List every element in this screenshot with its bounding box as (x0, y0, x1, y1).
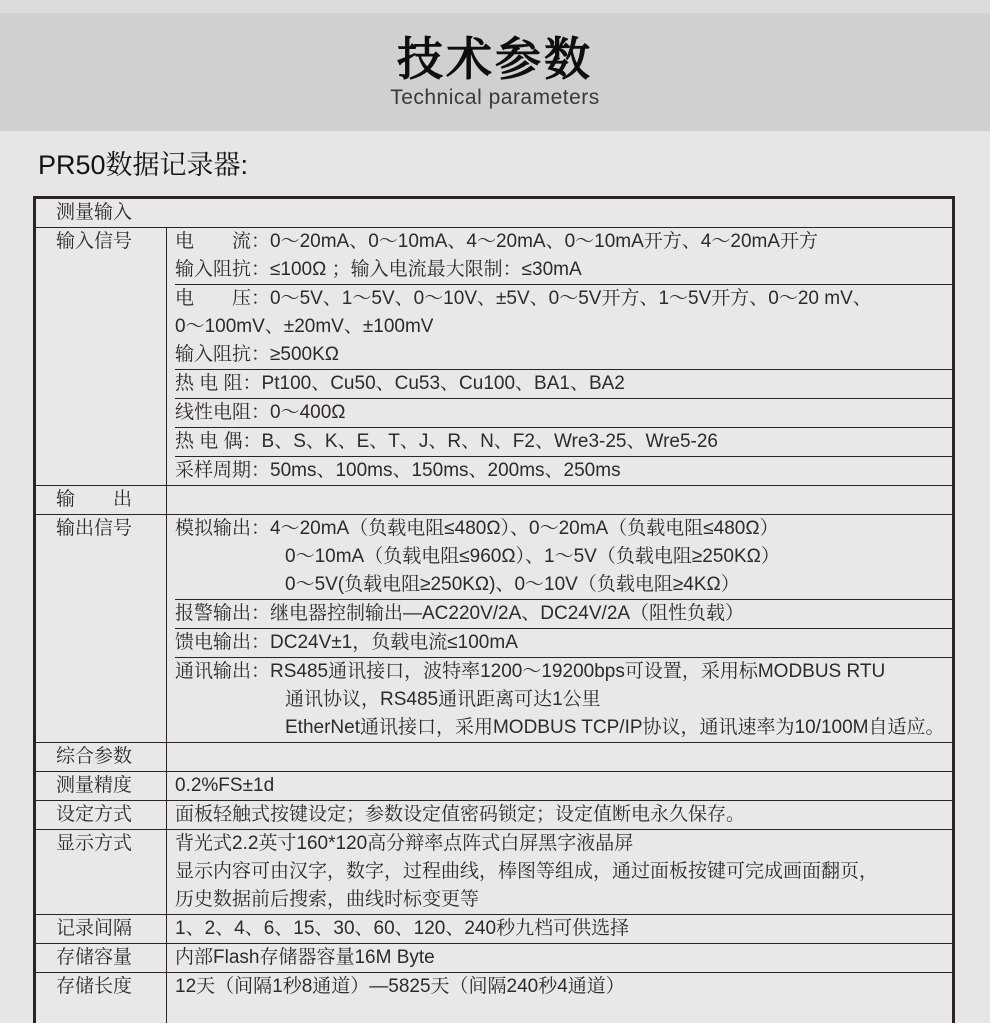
row-display-method (36, 829, 952, 914)
spec-line: 通讯协议，RS485通讯距离可达1公里 (285, 689, 601, 710)
row-value (167, 944, 952, 972)
spec-line: 1、2、4、6、15、30、60、120、240秒九档可供选择 (175, 918, 630, 939)
row-measure-accuracy (36, 771, 952, 800)
spec-line: 内部Flash存储器容量16M Byte (175, 947, 435, 968)
section-row-general-params (36, 742, 952, 771)
subrow-rtd (175, 369, 952, 398)
row-label: 记录间隔 (36, 915, 167, 943)
row-label: 存储容量 (36, 944, 167, 972)
section-row-measure-input (36, 199, 952, 227)
header-band (0, 13, 990, 131)
spec-line: 显示内容可由汉字，数字，过程曲线，棒图等组成，通过面板按键可完成画面翻页， (175, 861, 879, 882)
section-label: 综合参数 (36, 743, 167, 771)
product-heading: PR50数据记录器: (38, 150, 249, 180)
spec-line: 报警输出：继电器控制输出—AC220V/2A、DC24V/2A（阻性负载） (175, 603, 745, 624)
subrow-analog-output (175, 515, 952, 599)
subrow-thermocouple (175, 427, 952, 456)
row-storage-length (36, 972, 952, 1023)
row-label: 设定方式 (36, 801, 167, 829)
spec-line: 面板轻触式按键设定；参数设定值密码锁定；设定值断电永久保存。 (175, 804, 746, 825)
section-label: 输 出 (36, 486, 167, 514)
spec-line: 0～5V(负载电阻≥250KΩ)、0～10V（负载电阻≥4KΩ） (285, 574, 740, 595)
row-label: 测量精度 (36, 772, 167, 800)
spec-line: 12天（间隔1秒8通道）—5825天（间隔240秒4通道） (175, 976, 625, 997)
row-value (167, 228, 952, 485)
subrow-alarm-output (175, 599, 952, 628)
subrow-linear-resistance (175, 398, 952, 427)
spec-line: 输入阻抗：≥500KΩ (175, 344, 340, 365)
subrow-feed-output (175, 628, 952, 657)
top-strip (0, 0, 990, 13)
row-record-interval (36, 914, 952, 943)
row-label (36, 515, 167, 742)
spec-line: 采样周期：50ms、100ms、150ms、200ms、250ms (175, 460, 621, 481)
group-row-input-signal (36, 227, 952, 485)
spec-line: 线性电阻：0～400Ω (175, 402, 346, 423)
spec-line: 馈电输出：DC24V±1，负载电流≤100mA (175, 632, 518, 653)
row-label-text: 存储长度 (56, 976, 133, 997)
row-value (167, 915, 952, 943)
row-value (167, 772, 952, 800)
spec-line: 输入阻抗：≤100Ω ；输入电流最大限制：≤30mA (175, 259, 582, 280)
page-subtitle: Technical parameters (390, 86, 600, 109)
spec-line: 模拟输出：4～20mA（负载电阻≤480Ω）、0～20mA（负载电阻≤480Ω） (175, 518, 779, 539)
row-storage-capacity (36, 943, 952, 972)
spec-line: 电 压：0～5V、1～5V、0～10V、±5V、0～5V开方、1～5V开方、0～20 mV、 (175, 288, 872, 309)
spec-line: 电 流：0～20mA、0～10mA、4～20mA、0～10mA开方、4～20mA开方 (175, 231, 819, 252)
row-label-text: 显示方式 (56, 833, 133, 854)
row-label-text: 输入信号 (56, 231, 133, 252)
section-empty-cell (167, 743, 952, 771)
row-setting-method (36, 800, 952, 829)
spec-line: 0～100mV、±20mV、±100mV (175, 316, 434, 337)
subrow-current (175, 228, 952, 284)
row-label-text: 输出信号 (56, 518, 133, 539)
spec-line: 背光式2.2英寸160*120高分辩率点阵式白屏黑字液晶屏 (175, 833, 634, 854)
section-empty-cell (167, 486, 952, 514)
spec-line: 热 电 偶：B、S、K、E、T、J、R、N、F2、Wre3-25、Wre5-26 (175, 431, 718, 452)
row-value (167, 830, 952, 914)
subrow-voltage (175, 284, 952, 369)
group-row-output-signal (36, 514, 952, 742)
section-row-output (36, 485, 952, 514)
spec-line: EtherNet通讯接口，采用MODBUS TCP/IP协议，通讯速率为10/100M自适应。 (285, 717, 945, 738)
subrow-sampling-period (175, 456, 952, 485)
row-label (36, 830, 167, 914)
spec-line: 0～10mA（负载电阻≤960Ω）、1～5V（负载电阻≥250KΩ） (285, 546, 780, 567)
row-value (167, 801, 952, 829)
section-label: 测量输入 (56, 202, 133, 223)
row-label (36, 228, 167, 485)
spec-line: 通讯输出：RS485通讯接口，波特率1200～19200bps可设置，采用标MODBUS RTU (175, 661, 886, 682)
subrow-comm-output (175, 657, 952, 742)
spec-line: 历史数据前后搜索，曲线时标变更等 (175, 889, 480, 910)
spec-line: 0.2%FS±1d (175, 775, 275, 796)
page-title: 技术参数 (397, 33, 593, 85)
row-value (167, 515, 952, 742)
spec-line: 热 电 阻：Pt100、Cu50、Cu53、Cu100、BA1、BA2 (175, 373, 625, 394)
spec-table (33, 196, 955, 1023)
row-label (36, 973, 167, 1023)
row-value (167, 973, 952, 1023)
